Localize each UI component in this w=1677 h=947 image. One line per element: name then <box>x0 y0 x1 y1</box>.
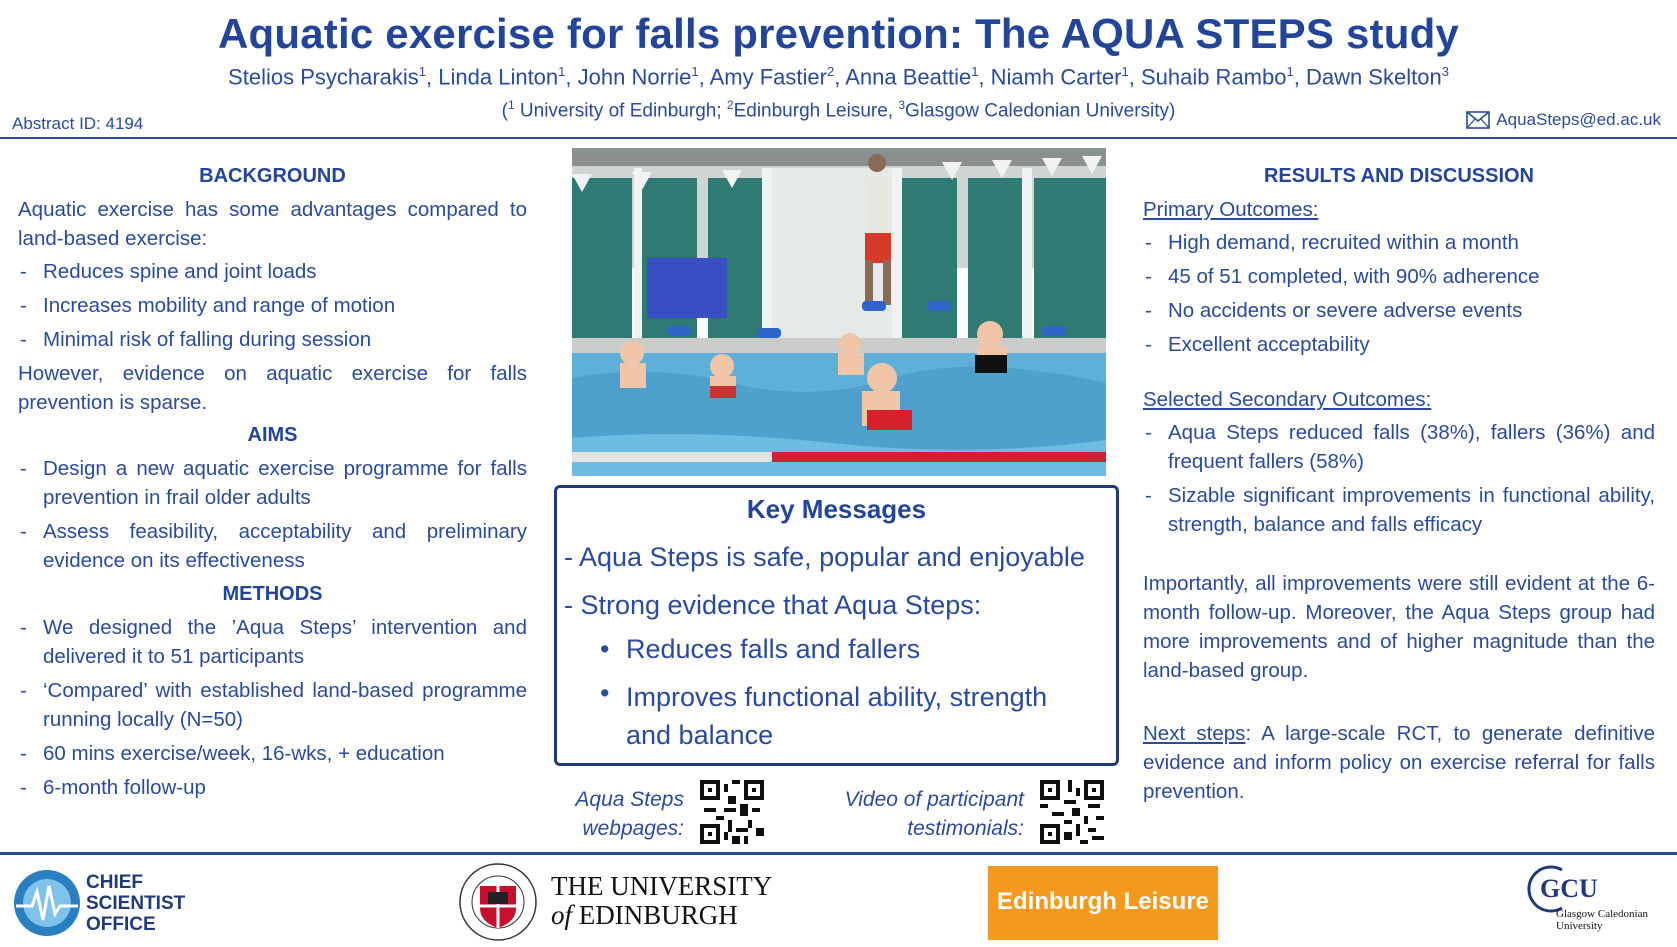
edinburgh-leisure-logo: Edinburgh Leisure <box>988 866 1218 940</box>
background-intro: Aquatic exercise has some advantages compared to land-based exercise: <box>18 198 527 250</box>
email-address[interactable]: AquaSteps@ed.ac.uk <box>1496 110 1661 129</box>
list-item: - ‘Compared’ with established land-based programme running locally (N=50) <box>18 676 527 734</box>
methods-list <box>18 613 527 802</box>
secondary-outcomes-list <box>1143 418 1655 539</box>
university-of-edinburgh-seal <box>458 862 538 942</box>
list-item: - No accidents or severe adverse events <box>1143 296 1655 325</box>
key-message-safe: - Aqua Steps is safe, popular and enjoyable <box>564 542 1085 572</box>
list-item: - Reduces spine and joint loads <box>18 257 527 286</box>
right-column <box>1143 160 1655 806</box>
key-messages-title: Key Messages <box>746 494 927 524</box>
list-item: - 45 of 51 completed, with 90% adherence <box>1143 262 1655 291</box>
results-heading: RESULTS AND DISCUSSION <box>1263 165 1535 187</box>
background-heading: BACKGROUND <box>199 165 346 187</box>
author-name: Linda Linton <box>438 64 559 90</box>
aims-heading: AIMS <box>247 424 298 446</box>
background-outro: However, evidence on aquatic exercise for falls prevention is sparse. <box>18 362 527 414</box>
author-affiliation-number: 1 <box>1121 64 1129 79</box>
list-item: - High demand, recruited within a month <box>1143 228 1655 257</box>
aims-list <box>18 454 527 575</box>
footer-rule <box>0 852 1677 855</box>
key-bullet-dot: • <box>600 678 610 708</box>
qr-caption-webpages: Aqua Steps webpages: <box>575 788 684 840</box>
envelope-icon <box>1466 111 1490 129</box>
qr-code-video[interactable] <box>1040 780 1104 844</box>
secondary-outcomes-heading: Selected Secondary Outcomes: <box>1143 388 1432 411</box>
author-name: Suhaib Rambo <box>1140 64 1287 90</box>
poster-title: Aquatic exercise for falls prevention: The AQUA STEPS study <box>218 10 1459 57</box>
author-affiliation-number: 1 <box>691 64 699 79</box>
chief-scientist-office-logo-mark <box>12 868 82 938</box>
author-affiliation-number: 1 <box>971 64 979 79</box>
primary-outcomes-list <box>1143 228 1655 359</box>
key-bullet-dot: • <box>600 634 610 664</box>
author-name: Stelios Psycharakis <box>228 64 419 90</box>
key-message-evidence: - Strong evidence that Aqua Steps: <box>564 590 982 620</box>
contact-email[interactable] <box>1466 110 1661 130</box>
pool-class-photo <box>572 148 1106 476</box>
author-list: Stelios Psycharakis$^1$, Linda Linton$^1$, John Norrie$^1$, Amy Fastier$^2$, Anna Beattie$^1$, Niamh Carter$^1$, Suhaib Rambo$^1$, Dawn Skelton$^3$ <box>228 64 1449 90</box>
author-affiliation-number: 1 <box>418 64 427 79</box>
author-affiliation-number: 2 <box>826 64 835 79</box>
author-affiliation-number: 1 <box>1286 64 1294 79</box>
key-bullet-falls: Reduces falls and fallers <box>626 634 921 664</box>
key-bullet-function: Improves functional ability, strength and balance <box>626 682 1048 750</box>
list-item: - Assess feasibility, acceptability and preliminary evidence on its effectiveness <box>18 517 527 575</box>
list-item: - Design a new aquatic exercise programme for falls prevention in frail older adults <box>18 454 527 512</box>
abstract-id: Abstract ID: 4194 <box>12 114 144 133</box>
list-item: - Excellent acceptability <box>1143 330 1655 359</box>
list-item: - 6-month follow-up <box>18 773 527 802</box>
author-affiliation-number: 1 <box>558 64 566 79</box>
author-name: Anna Beattie <box>845 64 972 90</box>
author-name: Amy Fastier <box>709 64 827 90</box>
chief-scientist-office-logo-text: CHIEF SCIENTIST OFFICE <box>86 872 186 935</box>
list-item: - Sizable significant improvements in functional ability, strength, balance and falls efficacy <box>1143 481 1655 539</box>
list-item: - Aqua Steps reduced falls (38%), fallers (36%) and frequent fallers (58%) <box>1143 418 1655 476</box>
author-affiliation-number: 3 <box>1441 64 1449 79</box>
left-column <box>18 160 527 807</box>
list-item: - We designed the ’Aqua Steps’ intervention and delivered it to 51 participants <box>18 613 527 671</box>
author-name: Dawn Skelton <box>1305 64 1442 90</box>
next-steps-paragraph: Next steps: A large-scale RCT, to generate definitive evidence and inform policy on exercise referral for falls prevention. <box>1143 722 1655 803</box>
university-of-edinburgh-logo-text: THE UNIVERSITY of EDINBURGH <box>551 871 773 930</box>
list-item: - Minimal risk of falling during session <box>18 325 527 354</box>
affiliations: ($^1$ University of Edinburgh; $^2$Edinburgh Leisure, $^3$Glasgow Caledonian University) <box>501 98 1176 122</box>
qr-caption-video: Video of participant testimonials: <box>844 788 1024 840</box>
header-rule <box>0 137 1677 139</box>
author-name: John Norrie <box>577 64 692 90</box>
qr-code-webpages[interactable] <box>700 780 764 844</box>
author-name: Niamh Carter <box>990 64 1122 90</box>
primary-outcomes-heading: Primary Outcomes: <box>1143 198 1319 221</box>
list-item: - Increases mobility and range of motion <box>18 291 527 320</box>
methods-heading: METHODS <box>222 583 323 605</box>
background-list <box>18 257 527 354</box>
list-item: - 60 mins exercise/week, 16-wks, + education <box>18 739 527 768</box>
importantly-paragraph: Importantly, all improvements were still evident at the 6-month follow-up. Moreover, the Aqua Steps group had more improvements and of higher magnitude than the land-based group. <box>1143 572 1655 682</box>
next-steps-label: Next steps <box>1143 722 1246 745</box>
